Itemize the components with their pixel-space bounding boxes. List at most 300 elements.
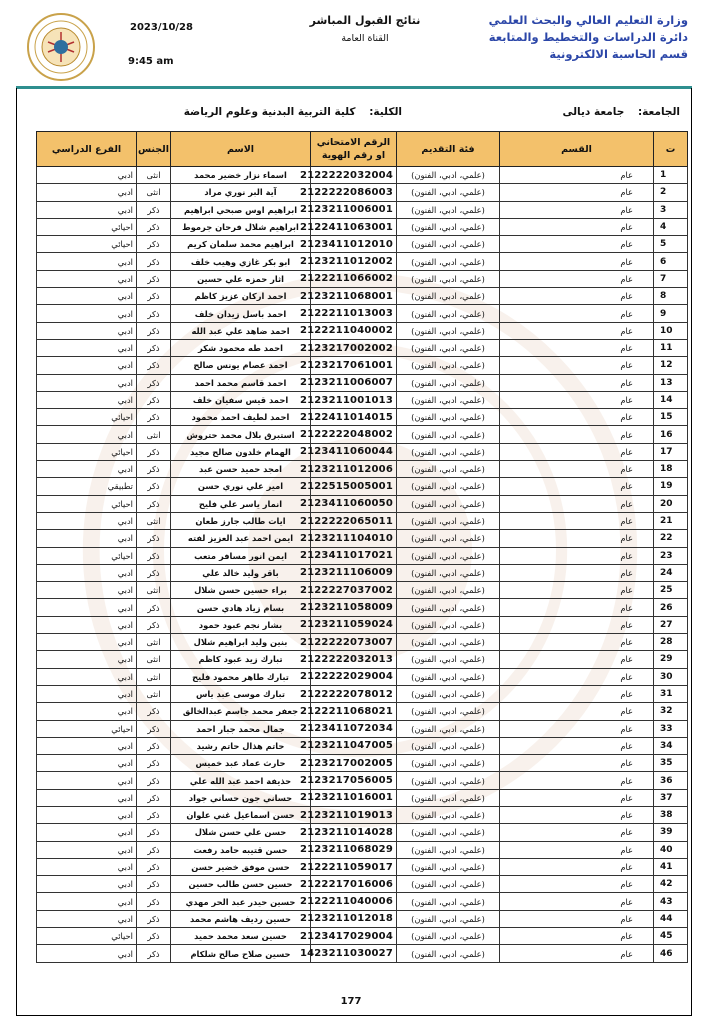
cell-category: (علمي، ادبي، الفنون) bbox=[397, 599, 500, 616]
cell-name: جعفر محمد جاسم عبدالخالق bbox=[171, 703, 311, 720]
cell-branch: احيائي bbox=[37, 928, 137, 945]
cell-name: آية البر نوري مراد bbox=[171, 184, 311, 201]
cell-category: (علمي، ادبي، الفنون) bbox=[397, 582, 500, 599]
cell-gender: ذكر bbox=[137, 236, 171, 253]
cell-gender: ذكر bbox=[137, 824, 171, 841]
cell-gender: انثى bbox=[137, 668, 171, 685]
cell-gender: ذكر bbox=[137, 928, 171, 945]
cell-department: عام bbox=[500, 789, 654, 806]
cell-category: (علمي، ادبي، الفنون) bbox=[397, 876, 500, 893]
cell-branch: ادبي bbox=[37, 564, 137, 581]
cell-name: حسن موفق خضير حسن bbox=[171, 858, 311, 875]
cell-category: (علمي، ادبي، الفنون) bbox=[397, 737, 500, 754]
cell-exam-number: 2122227037002 bbox=[311, 582, 397, 599]
cell-branch: ادبي bbox=[37, 426, 137, 443]
table-row bbox=[37, 703, 688, 720]
cell-name: احمد باسل زيدان خلف bbox=[171, 305, 311, 322]
cell-branch: ادبي bbox=[37, 530, 137, 547]
cell-name: بشار نجم عبود حمود bbox=[171, 616, 311, 633]
table-row bbox=[37, 651, 688, 668]
cell-category: (علمي، ادبي، الفنون) bbox=[397, 616, 500, 633]
cell-department: عام bbox=[500, 599, 654, 616]
cell-gender: ذكر bbox=[137, 720, 171, 737]
cell-gender: ذكر bbox=[137, 806, 171, 823]
cell-gender: ذكر bbox=[137, 564, 171, 581]
cell-branch: ادبي bbox=[37, 634, 137, 651]
table-row bbox=[37, 945, 688, 962]
cell-department: عام bbox=[500, 512, 654, 529]
cell-name: احمد عصام يونس صالح bbox=[171, 357, 311, 374]
cell-gender: ذكر bbox=[137, 495, 171, 512]
college-label: الكلية: bbox=[369, 106, 402, 118]
cell-exam-number: 2122211059017 bbox=[311, 858, 397, 875]
cell-exam-number: 2123211012006 bbox=[311, 461, 397, 478]
cell-name: حذيفة احمد عبد الله علي bbox=[171, 772, 311, 789]
cell-exam-number: 2122217016006 bbox=[311, 876, 397, 893]
cell-exam-number: 2123217002005 bbox=[311, 755, 397, 772]
cell-seq: 22 bbox=[654, 530, 688, 547]
cell-department: عام bbox=[500, 443, 654, 460]
table-row bbox=[37, 512, 688, 529]
cell-gender: ذكر bbox=[137, 218, 171, 235]
cell-category: (علمي، ادبي، الفنون) bbox=[397, 236, 500, 253]
table-row bbox=[37, 218, 688, 235]
cell-seq: 17 bbox=[654, 443, 688, 460]
cell-seq: 37 bbox=[654, 789, 688, 806]
cell-category: (علمي، ادبي، الفنون) bbox=[397, 357, 500, 374]
cell-seq: 10 bbox=[654, 322, 688, 339]
page-number: 177 bbox=[340, 996, 362, 1007]
cell-seq: 39 bbox=[654, 824, 688, 841]
table-row bbox=[37, 461, 688, 478]
cell-branch: احيائي bbox=[37, 720, 137, 737]
cell-branch: ادبي bbox=[37, 305, 137, 322]
table-header-row bbox=[37, 132, 688, 167]
cell-category: (علمي، ادبي، الفنون) bbox=[397, 858, 500, 875]
cell-exam-number: 2123211059024 bbox=[311, 616, 397, 633]
cell-category: (علمي، ادبي، الفنون) bbox=[397, 201, 500, 218]
cell-exam-number: 2122222032004 bbox=[311, 167, 397, 184]
cell-branch: احيائي bbox=[37, 547, 137, 564]
cell-name: باقر وليد خالد علي bbox=[171, 564, 311, 581]
cell-branch: ادبي bbox=[37, 755, 137, 772]
cell-gender: انثى bbox=[137, 426, 171, 443]
col-header-exam-number: الرقم الامتحاني او رقم الهوية bbox=[311, 132, 397, 167]
cell-name: حساني جون حساني جواد bbox=[171, 789, 311, 806]
cell-department: عام bbox=[500, 928, 654, 945]
cell-name: ايمن انور مسافر متعب bbox=[171, 547, 311, 564]
cell-exam-number: 2123411012010 bbox=[311, 236, 397, 253]
cell-category: (علمي، ادبي، الفنون) bbox=[397, 755, 500, 772]
cell-seq: 38 bbox=[654, 806, 688, 823]
cell-department: عام bbox=[500, 910, 654, 927]
cell-department: عام bbox=[500, 755, 654, 772]
cell-department: عام bbox=[500, 651, 654, 668]
cell-gender: انثى bbox=[137, 634, 171, 651]
cell-exam-number: 2123217056005 bbox=[311, 772, 397, 789]
cell-branch: ادبي bbox=[37, 599, 137, 616]
cell-name: حسن اسماعيل غني علوان bbox=[171, 806, 311, 823]
cell-department: عام bbox=[500, 616, 654, 633]
table-row bbox=[37, 201, 688, 218]
cell-category: (علمي، ادبي، الفنون) bbox=[397, 720, 500, 737]
cell-category: (علمي، ادبي، الفنون) bbox=[397, 270, 500, 287]
cell-name: امير علي نوري حسن bbox=[171, 478, 311, 495]
cell-seq: 27 bbox=[654, 616, 688, 633]
cell-seq: 20 bbox=[654, 495, 688, 512]
cell-gender: ذكر bbox=[137, 322, 171, 339]
cell-category: (علمي، ادبي، الفنون) bbox=[397, 772, 500, 789]
cell-name: تبارك موسى عبد ياس bbox=[171, 685, 311, 702]
cell-branch: احيائي bbox=[37, 495, 137, 512]
table-row bbox=[37, 374, 688, 391]
cell-exam-number: 2122222032013 bbox=[311, 651, 397, 668]
cell-seq: 34 bbox=[654, 737, 688, 754]
cell-seq: 16 bbox=[654, 426, 688, 443]
cell-department: عام bbox=[500, 547, 654, 564]
table-row bbox=[37, 893, 688, 910]
cell-department: عام bbox=[500, 305, 654, 322]
cell-exam-number: 2122222029004 bbox=[311, 668, 397, 685]
cell-name: حسين رديف هاشم محمد bbox=[171, 910, 311, 927]
table-row bbox=[37, 547, 688, 564]
cell-category: (علمي، ادبي، الفنون) bbox=[397, 288, 500, 305]
university-value: جامعة ديالى bbox=[562, 106, 625, 118]
cell-name: امجد حميد حسن عبد bbox=[171, 461, 311, 478]
cell-seq: 40 bbox=[654, 841, 688, 858]
cell-seq: 41 bbox=[654, 858, 688, 875]
cell-exam-number: 2123217061001 bbox=[311, 357, 397, 374]
cell-name: احمد طه محمود شكر bbox=[171, 339, 311, 356]
cell-branch: ادبي bbox=[37, 703, 137, 720]
cell-branch: احيائي bbox=[37, 409, 137, 426]
cell-department: عام bbox=[500, 322, 654, 339]
cell-branch: ادبي bbox=[37, 288, 137, 305]
cell-seq: 25 bbox=[654, 582, 688, 599]
cell-department: عام bbox=[500, 478, 654, 495]
cell-seq: 28 bbox=[654, 634, 688, 651]
table-row bbox=[37, 755, 688, 772]
cell-department: عام bbox=[500, 426, 654, 443]
cell-department: عام bbox=[500, 409, 654, 426]
table-row bbox=[37, 426, 688, 443]
cell-category: (علمي، ادبي، الفنون) bbox=[397, 910, 500, 927]
cell-gender: ذكر bbox=[137, 547, 171, 564]
cell-name: حارث عماد عبد خميس bbox=[171, 755, 311, 772]
cell-category: (علمي، ادبي، الفنون) bbox=[397, 478, 500, 495]
col-header-department: القسم bbox=[500, 132, 654, 167]
cell-exam-number: 2122515005001 bbox=[311, 478, 397, 495]
cell-name: حسين سعد محمد حميد bbox=[171, 928, 311, 945]
cell-gender: ذكر bbox=[137, 945, 171, 962]
cell-department: عام bbox=[500, 201, 654, 218]
table-row bbox=[37, 858, 688, 875]
cell-seq: 9 bbox=[654, 305, 688, 322]
cell-category: (علمي، ادبي، الفنون) bbox=[397, 322, 500, 339]
cell-branch: ادبي bbox=[37, 322, 137, 339]
table-row bbox=[37, 530, 688, 547]
cell-gender: ذكر bbox=[137, 893, 171, 910]
table-row bbox=[37, 167, 688, 184]
cell-exam-number: 2123211016001 bbox=[311, 789, 397, 806]
cell-department: عام bbox=[500, 270, 654, 287]
table-row bbox=[37, 582, 688, 599]
cell-branch: ادبي bbox=[37, 824, 137, 841]
cell-branch: ادبي bbox=[37, 616, 137, 633]
cell-category: (علمي، ادبي، الفنون) bbox=[397, 339, 500, 356]
table-row bbox=[37, 668, 688, 685]
cell-branch: ادبي bbox=[37, 737, 137, 754]
col-header-category: فئة التقديم bbox=[397, 132, 500, 167]
cell-gender: انثى bbox=[137, 512, 171, 529]
report-title-block bbox=[300, 14, 430, 44]
cell-gender: ذكر bbox=[137, 391, 171, 408]
cell-category: (علمي، ادبي، الفنون) bbox=[397, 841, 500, 858]
cell-name: ايات طالب جارز طعان bbox=[171, 512, 311, 529]
cell-category: (علمي، ادبي، الفنون) bbox=[397, 893, 500, 910]
table-row bbox=[37, 841, 688, 858]
table-row bbox=[37, 824, 688, 841]
table-row bbox=[37, 322, 688, 339]
cell-seq: 36 bbox=[654, 772, 688, 789]
cell-exam-number: 2123411017021 bbox=[311, 547, 397, 564]
university-field bbox=[562, 106, 680, 118]
cell-category: (علمي، ادبي، الفنون) bbox=[397, 668, 500, 685]
cell-category: (علمي، ادبي، الفنون) bbox=[397, 461, 500, 478]
table-row bbox=[37, 685, 688, 702]
table-row bbox=[37, 305, 688, 322]
cell-branch: ادبي bbox=[37, 201, 137, 218]
report-time: 9:45 am bbox=[128, 56, 174, 67]
cell-gender: ذكر bbox=[137, 253, 171, 270]
cell-gender: انثى bbox=[137, 167, 171, 184]
cell-department: عام bbox=[500, 841, 654, 858]
cell-category: (علمي، ادبي، الفنون) bbox=[397, 495, 500, 512]
cell-category: (علمي، ادبي، الفنون) bbox=[397, 530, 500, 547]
cell-gender: ذكر bbox=[137, 461, 171, 478]
cell-gender: ذكر bbox=[137, 478, 171, 495]
cell-seq: 46 bbox=[654, 945, 688, 962]
cell-name: بنين وليد ابراهيم شلال bbox=[171, 634, 311, 651]
cell-branch: ادبي bbox=[37, 685, 137, 702]
table-row bbox=[37, 772, 688, 789]
report-date: 2023/10/28 bbox=[130, 22, 193, 33]
cell-branch: احيائي bbox=[37, 218, 137, 235]
cell-exam-number: 2122211013003 bbox=[311, 305, 397, 322]
cell-category: (علمي، ادبي، الفنون) bbox=[397, 928, 500, 945]
cell-exam-number: 2122222073007 bbox=[311, 634, 397, 651]
cell-seq: 43 bbox=[654, 893, 688, 910]
cell-exam-number: 2123417029004 bbox=[311, 928, 397, 945]
cell-exam-number: 1423211030027 bbox=[311, 945, 397, 962]
cell-exam-number: 2123211014028 bbox=[311, 824, 397, 841]
cell-name: حسين حسن طالب حسين bbox=[171, 876, 311, 893]
col-header-seq: ت bbox=[654, 132, 688, 167]
cell-category: (علمي، ادبي، الفنون) bbox=[397, 564, 500, 581]
cell-category: (علمي، ادبي، الفنون) bbox=[397, 789, 500, 806]
table-row bbox=[37, 789, 688, 806]
cell-department: عام bbox=[500, 582, 654, 599]
cell-category: (علمي، ادبي، الفنون) bbox=[397, 703, 500, 720]
cell-name: بسام زياد هادي حسن bbox=[171, 599, 311, 616]
table-row bbox=[37, 270, 688, 287]
table-row bbox=[37, 288, 688, 305]
cell-exam-number: 2123211006001 bbox=[311, 201, 397, 218]
cell-branch: احيائي bbox=[37, 236, 137, 253]
cell-exam-number: 2123211058009 bbox=[311, 599, 397, 616]
cell-exam-number: 2123411072034 bbox=[311, 720, 397, 737]
table-row bbox=[37, 616, 688, 633]
cell-exam-number: 2123211001013 bbox=[311, 391, 397, 408]
table-row bbox=[37, 478, 688, 495]
cell-department: عام bbox=[500, 876, 654, 893]
cell-name: احمد قاسم محمد احمد bbox=[171, 374, 311, 391]
cell-gender: ذكر bbox=[137, 755, 171, 772]
cell-department: عام bbox=[500, 461, 654, 478]
cell-branch: ادبي bbox=[37, 806, 137, 823]
cell-branch: ادبي bbox=[37, 512, 137, 529]
cell-seq: 3 bbox=[654, 201, 688, 218]
cell-department: عام bbox=[500, 167, 654, 184]
cell-gender: ذكر bbox=[137, 530, 171, 547]
table-row bbox=[37, 495, 688, 512]
cell-department: عام bbox=[500, 374, 654, 391]
cell-name: حسن علي حسن شلال bbox=[171, 824, 311, 841]
cell-branch: ادبي bbox=[37, 374, 137, 391]
table-row bbox=[37, 634, 688, 651]
cell-name: اسماء نزار خضير محمد bbox=[171, 167, 311, 184]
cell-exam-number: 2122411063001 bbox=[311, 218, 397, 235]
cell-name: احمد قيس سفيان خلف bbox=[171, 391, 311, 408]
cell-seq: 31 bbox=[654, 685, 688, 702]
cell-seq: 42 bbox=[654, 876, 688, 893]
cell-gender: ذكر bbox=[137, 357, 171, 374]
cell-exam-number: 2123411060050 bbox=[311, 495, 397, 512]
admission-results-table bbox=[36, 131, 688, 963]
cell-branch: ادبي bbox=[37, 357, 137, 374]
cell-category: (علمي، ادبي، الفنون) bbox=[397, 443, 500, 460]
cell-branch: ادبي bbox=[37, 270, 137, 287]
table-row bbox=[37, 184, 688, 201]
cell-category: (علمي، ادبي، الفنون) bbox=[397, 634, 500, 651]
cell-department: عام bbox=[500, 218, 654, 235]
cell-category: (علمي، ادبي، الفنون) bbox=[397, 547, 500, 564]
cell-gender: ذكر bbox=[137, 910, 171, 927]
cell-seq: 7 bbox=[654, 270, 688, 287]
table-row bbox=[37, 357, 688, 374]
cell-seq: 2 bbox=[654, 184, 688, 201]
cell-branch: ادبي bbox=[37, 668, 137, 685]
cell-gender: ذكر bbox=[137, 772, 171, 789]
cell-category: (علمي، ادبي، الفنون) bbox=[397, 167, 500, 184]
cell-seq: 18 bbox=[654, 461, 688, 478]
cell-branch: ادبي bbox=[37, 167, 137, 184]
cell-gender: انثى bbox=[137, 685, 171, 702]
ministry-seal-icon bbox=[26, 12, 96, 82]
cell-category: (علمي، ادبي، الفنون) bbox=[397, 184, 500, 201]
cell-gender: ذكر bbox=[137, 599, 171, 616]
cell-branch: ادبي bbox=[37, 391, 137, 408]
cell-department: عام bbox=[500, 668, 654, 685]
cell-gender: ذكر bbox=[137, 201, 171, 218]
cell-seq: 19 bbox=[654, 478, 688, 495]
cell-exam-number: 2122222048002 bbox=[311, 426, 397, 443]
cell-gender: ذكر bbox=[137, 616, 171, 633]
cell-department: عام bbox=[500, 391, 654, 408]
cell-gender: ذكر bbox=[137, 703, 171, 720]
cell-department: عام bbox=[500, 945, 654, 962]
cell-exam-number: 2123217002002 bbox=[311, 339, 397, 356]
cell-gender: ذكر bbox=[137, 288, 171, 305]
cell-seq: 24 bbox=[654, 564, 688, 581]
cell-branch: ادبي bbox=[37, 789, 137, 806]
cell-category: (علمي، ادبي، الفنون) bbox=[397, 409, 500, 426]
cell-seq: 44 bbox=[654, 910, 688, 927]
table-row bbox=[37, 443, 688, 460]
college-value: كلية التربية البدنية وعلوم الرياضة bbox=[183, 106, 356, 118]
ministry-line-1: وزارة التعليم العالي والبحث العلمي bbox=[488, 13, 688, 27]
cell-exam-number: 2123211012018 bbox=[311, 910, 397, 927]
cell-department: عام bbox=[500, 720, 654, 737]
cell-exam-number: 2123211012002 bbox=[311, 253, 397, 270]
cell-exam-number: 2122222065011 bbox=[311, 512, 397, 529]
table-row bbox=[37, 876, 688, 893]
cell-branch: ادبي bbox=[37, 910, 137, 927]
cell-name: ايمن احمد عبد العزيز لفته bbox=[171, 530, 311, 547]
cell-gender: انثى bbox=[137, 184, 171, 201]
cell-exam-number: 2122211068021 bbox=[311, 703, 397, 720]
cell-seq: 15 bbox=[654, 409, 688, 426]
col-header-gender: الجنس bbox=[137, 132, 171, 167]
cell-name: احمد اركان عزيز كاظم bbox=[171, 288, 311, 305]
cell-name: حسين حيدر عبد الحر مهدي bbox=[171, 893, 311, 910]
cell-seq: 45 bbox=[654, 928, 688, 945]
cell-category: (علمي، ادبي، الفنون) bbox=[397, 945, 500, 962]
cell-branch: احيائي bbox=[37, 443, 137, 460]
table-row bbox=[37, 236, 688, 253]
table-row bbox=[37, 737, 688, 754]
cell-seq: 1 bbox=[654, 167, 688, 184]
cell-gender: ذكر bbox=[137, 858, 171, 875]
cell-branch: ادبي bbox=[37, 945, 137, 962]
cell-exam-number: 2122222078012 bbox=[311, 685, 397, 702]
cell-exam-number: 2123211068001 bbox=[311, 288, 397, 305]
cell-gender: ذكر bbox=[137, 409, 171, 426]
cell-category: (علمي، ادبي، الفنون) bbox=[397, 374, 500, 391]
cell-name: حسين صلاح صالح شلكام bbox=[171, 945, 311, 962]
cell-name: ابراهيم شلال فرحان جرموط bbox=[171, 218, 311, 235]
cell-department: عام bbox=[500, 806, 654, 823]
table-row bbox=[37, 806, 688, 823]
cell-seq: 30 bbox=[654, 668, 688, 685]
cell-category: (علمي، ادبي، الفنون) bbox=[397, 426, 500, 443]
table-row bbox=[37, 910, 688, 927]
cell-exam-number: 2123211106009 bbox=[311, 564, 397, 581]
cell-seq: 32 bbox=[654, 703, 688, 720]
table-body bbox=[37, 167, 688, 963]
cell-gender: ذكر bbox=[137, 270, 171, 287]
cell-category: (علمي، ادبي، الفنون) bbox=[397, 391, 500, 408]
cell-seq: 13 bbox=[654, 374, 688, 391]
cell-exam-number: 2123211047005 bbox=[311, 737, 397, 754]
cell-seq: 11 bbox=[654, 339, 688, 356]
cell-name: استبرق بلال محمد حتروش bbox=[171, 426, 311, 443]
cell-gender: ذكر bbox=[137, 443, 171, 460]
cell-category: (علمي، ادبي، الفنون) bbox=[397, 685, 500, 702]
cell-department: عام bbox=[500, 703, 654, 720]
cell-seq: 29 bbox=[654, 651, 688, 668]
cell-name: ابراهيم محمد سلمان كريم bbox=[171, 236, 311, 253]
